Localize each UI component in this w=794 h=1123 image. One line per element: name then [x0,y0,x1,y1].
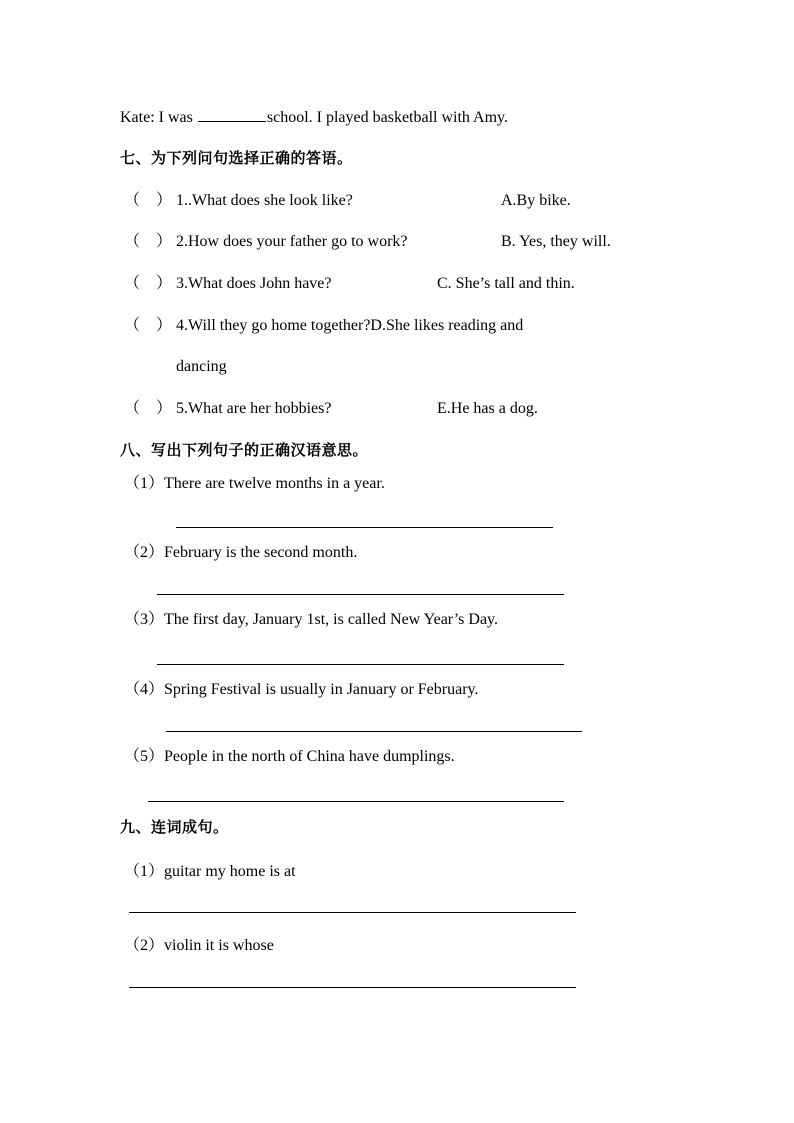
intro-prefix: Kate: I was [120,109,197,126]
s7-option-c: C. She’s tall and thin. [437,275,575,292]
s8-text-5: People in the north of China have dumplings. [164,748,455,765]
section7-title: 七、为下列问句选择正确的答语。 [120,149,353,167]
s7-question-4: 4.Will they go home together?D.She likes reading and [176,317,524,334]
s7-paren-1[interactable]: （ ） [124,192,173,209]
s8-item-4 [124,680,479,700]
s8-answer-line-1[interactable] [176,527,553,528]
section8-title: 八、写出下列句子的正确汉语意思。 [120,441,369,459]
s9-answer-line-1[interactable] [129,912,576,913]
s7-paren-3[interactable]: （ ） [124,275,173,292]
s7-option-b: B. Yes, they will. [501,233,611,250]
s7-paren-2[interactable]: （ ） [124,233,173,250]
s7-question-1: 1..What does she look like? [176,192,353,209]
s7-option-a: A.By bike. [501,192,571,209]
fill-blank[interactable] [198,107,266,122]
intro-suffix: school. I played basketball with Amy. [266,109,508,126]
s8-text-3: The first day, January 1st, is called New Year’s Day. [164,611,499,628]
s9-item-2 [124,936,274,956]
s8-num-2: （2） [124,544,165,561]
s8-item-5 [124,747,455,767]
s7-question-2: 2.How does your father go to work? [176,233,408,250]
s7-option-e: E.He has a dog. [437,400,538,417]
s8-answer-line-3[interactable] [157,664,564,665]
s8-item-1 [124,474,385,494]
s8-answer-line-4[interactable] [166,731,582,732]
s8-answer-line-2[interactable] [157,594,564,595]
s9-num-1: （1） [124,863,165,880]
s8-num-5: （5） [124,748,165,765]
s9-num-2: （2） [124,937,165,954]
s7-question-4-cont: dancing [176,358,227,375]
s8-num-3: （3） [124,611,165,628]
s7-question-5: 5.What are her hobbies? [176,400,332,417]
section9-title: 九、连词成句。 [120,818,229,836]
s7-paren-5[interactable]: （ ） [124,400,173,417]
s9-item-1 [124,862,296,882]
s9-text-2: violin it is whose [164,937,274,954]
s8-num-4: （4） [124,681,165,698]
s8-text-1: There are twelve months in a year. [164,475,385,492]
s8-num-1: （1） [124,475,165,492]
s9-text-1: guitar my home is at [164,863,296,880]
s9-answer-line-2[interactable] [129,987,576,988]
s7-question-3: 3.What does John have? [176,275,332,292]
s8-item-3 [124,610,498,630]
s8-item-2 [124,543,357,563]
s8-answer-line-5[interactable] [148,801,564,802]
s8-text-2: February is the second month. [164,544,358,561]
intro-sentence [120,107,508,128]
s8-text-4: Spring Festival is usually in January or February. [164,681,479,698]
s7-paren-4[interactable]: （ ） [124,317,173,334]
